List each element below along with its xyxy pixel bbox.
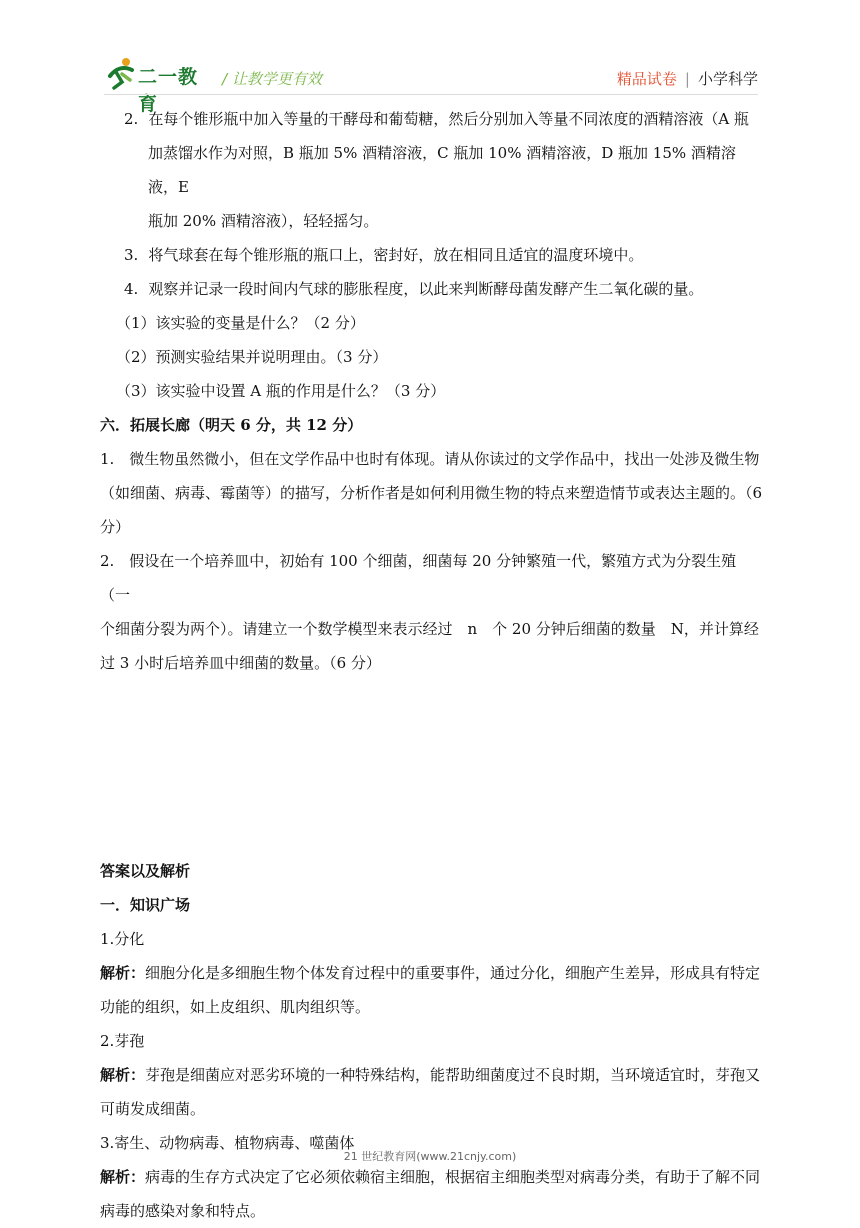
answer-1: 1.分化 xyxy=(100,930,145,948)
step-2-cont-1: 加蒸馏水作为对照，B 瓶加 5% 酒精溶液，C 瓶加 10% 酒精溶液，D 瓶加 15% 酒精溶液，E xyxy=(148,144,736,196)
item-1-line-1: 1. 微生物虽然微小，但在文学作品中也时有体现。请从你读过的文学作品中，找出一处涉及微生物 xyxy=(100,450,760,468)
page-footer: 21 世纪教育网(www.21cnjy.com) xyxy=(343,1150,517,1163)
header-right xyxy=(617,68,758,89)
answers-section-1: 一．知识广场 xyxy=(100,896,191,914)
step-2-cont-2: 瓶加 20% 酒精溶液），轻轻摇匀。 xyxy=(148,212,379,230)
item-1-line-2: （如细菌、病毒、霉菌等）的描写，分析作者是如何利用微生物的特点来塑造情节或表达主题的。（6 xyxy=(100,484,763,502)
section-6-heading: 六．拓展长廊（明天 6 分，共 12 分） xyxy=(100,416,363,434)
page-header xyxy=(0,0,860,115)
answer-2-explanation: 解析：芽孢是细菌应对恶劣环境的一种特殊结构，能帮助细菌度过不良时期，当环境适宜时，芽孢又 xyxy=(100,1066,761,1084)
answer-1-explanation: 解析：细胞分化是多细胞生物个体发育过程中的重要事件，通过分化，细胞产生差异，形成具有特定 xyxy=(100,964,761,982)
logo-text: 二一教育 xyxy=(138,66,199,115)
runner-logo-icon xyxy=(104,56,138,90)
step-4: 4. 观察并记录一段时间内气球的膨胀程度，以此来判断酵母菌发酵产生二氧化碳的量。 xyxy=(124,280,704,298)
answer-3: 3.寄生、动物病毒、植物病毒、噬菌体 xyxy=(100,1134,355,1152)
item-1-line-3: 分） xyxy=(100,518,131,536)
item-2-line-3: 过 3 小时后培养皿中细菌的数量。（6 分） xyxy=(100,654,381,672)
blank-space xyxy=(100,680,764,854)
answer-1-explanation-cont: 功能的组织，如上皮组织、肌肉组织等。 xyxy=(100,998,371,1016)
slogan: / 让教学更有效 xyxy=(222,70,322,88)
item-2-line-2: 个细菌分裂为两个）。请建立一个数学模型来表示经过 n 个 20 分钟后细菌的数量 N，并计算经 xyxy=(100,620,759,638)
answer-2: 2.芽孢 xyxy=(100,1032,145,1050)
step-2: 2. 在每个锥形瓶中加入等量的干酵母和葡萄糖，然后分别加入等量不同浓度的酒精溶液（A 瓶 xyxy=(124,110,749,128)
answers-title: 答案以及解析 xyxy=(100,862,191,880)
explanation-label: 解析： xyxy=(100,1168,146,1186)
premium-tag: 精品试卷 xyxy=(616,70,677,88)
header-divider xyxy=(104,94,758,95)
step-3: 3. 将气球套在每个锥形瓶的瓶口上，密封好，放在相同且适宜的温度环境中。 xyxy=(124,246,644,264)
header-separator: | xyxy=(684,70,690,88)
explanation-label: 解析： xyxy=(100,1066,146,1084)
answer-3-explanation-cont: 病毒的感染对象和特点。 xyxy=(100,1202,266,1220)
document-body xyxy=(100,102,764,1228)
answer-2-explanation-cont: 可萌发成细菌。 xyxy=(100,1100,206,1118)
item-2-line-1: 2. 假设在一个培养皿中，初始有 100 个细菌，细菌每 20 分钟繁殖一代，繁殖方式为分裂生殖（一 xyxy=(100,552,737,604)
question-1: （1）该实验的变量是什么？（2 分） xyxy=(116,314,365,332)
subject-label: 小学科学 xyxy=(697,70,758,88)
explanation-label: 解析： xyxy=(100,964,146,982)
question-2: （2）预测实验结果并说明理由。（3 分） xyxy=(116,348,388,366)
logo xyxy=(104,56,214,115)
question-3: （3）该实验中设置 A 瓶的作用是什么？（3 分） xyxy=(116,382,446,400)
answer-3-explanation: 解析：病毒的生存方式决定了它必须依赖宿主细胞，根据宿主细胞类型对病毒分类，有助于了解不同 xyxy=(100,1168,761,1186)
